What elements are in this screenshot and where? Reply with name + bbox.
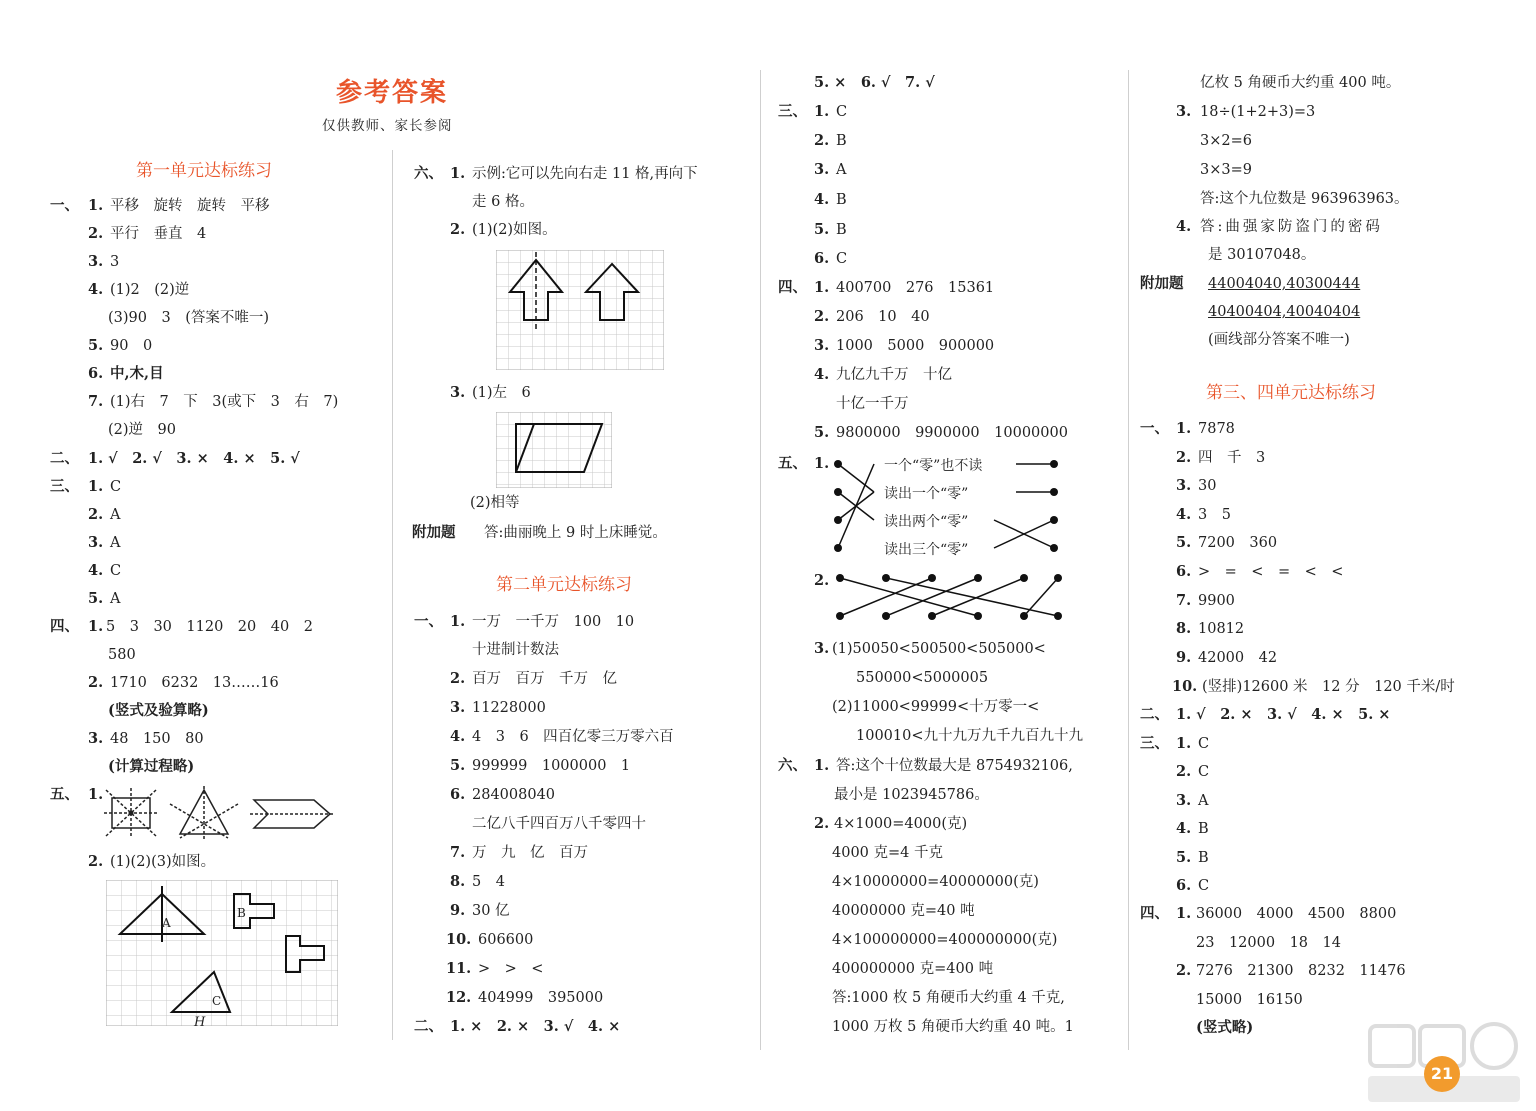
item-number: 2. bbox=[814, 308, 830, 325]
answer-text: 十进制计数法 bbox=[472, 642, 559, 658]
item-number: 1. bbox=[450, 613, 466, 630]
answer-text: 23 12000 18 14 bbox=[1196, 935, 1341, 951]
item-number: 3. bbox=[88, 253, 104, 270]
item-number: 3. bbox=[1176, 103, 1192, 120]
answer-text: 18÷(1+2+3)=3 bbox=[1200, 104, 1316, 120]
answer-text: 48 150 80 bbox=[110, 731, 204, 747]
item-number: 3. bbox=[450, 699, 466, 716]
symmetry-figures bbox=[104, 786, 336, 842]
group-label: 六、 bbox=[778, 757, 807, 774]
answer-text: 3×3=9 bbox=[1200, 162, 1252, 178]
grid-figure-arrows bbox=[496, 250, 664, 370]
answer-text: > = < = < < bbox=[1198, 564, 1344, 580]
answer-text: B bbox=[836, 133, 847, 149]
item-number: 6. bbox=[1176, 563, 1192, 580]
answer-text: 5 4 bbox=[472, 874, 505, 890]
item-number: 1. bbox=[88, 618, 104, 635]
item-number: 1. bbox=[814, 103, 830, 120]
group-label: 四、 bbox=[50, 618, 79, 635]
item-number: 1. bbox=[814, 757, 830, 774]
answer-text: 3×2=6 bbox=[1200, 133, 1252, 149]
answer-text: B bbox=[836, 192, 847, 208]
answer-text: (1)2 (2)逆 bbox=[110, 282, 190, 298]
answer-text: B bbox=[1198, 850, 1209, 866]
group-label: 二、 bbox=[414, 1018, 443, 1035]
item-number: 3. bbox=[1176, 792, 1192, 809]
answer-text: 十亿一千万 bbox=[836, 396, 909, 412]
answer-text: (2)逆 90 bbox=[108, 422, 176, 438]
item-number: 9. bbox=[450, 902, 466, 919]
item-number: 4. bbox=[450, 728, 466, 745]
answer-text: (竖式略) bbox=[1196, 1019, 1254, 1036]
answer-text: A bbox=[110, 535, 121, 551]
item-number: 9. bbox=[1176, 649, 1192, 666]
answer-text: 100010<九十九万九千九百九十九 bbox=[856, 728, 1084, 744]
answer-text: 5. × 6. √ 7. √ bbox=[814, 74, 935, 91]
answer-text: 15000 16150 bbox=[1196, 992, 1303, 1008]
item-number: 4. bbox=[1176, 820, 1192, 837]
item-number: 1. bbox=[814, 279, 830, 296]
figure-label-c: C bbox=[212, 994, 222, 1008]
answer-text: 30 bbox=[1198, 478, 1217, 494]
column-divider bbox=[392, 150, 393, 1040]
answer-text: 二亿八千四百万八千零四十 bbox=[472, 816, 646, 832]
column-divider bbox=[760, 70, 761, 1050]
group-label: 一、 bbox=[1140, 420, 1169, 437]
item-number: 8. bbox=[1176, 620, 1192, 637]
item-number: 3. bbox=[1176, 477, 1192, 494]
group-label: 四、 bbox=[778, 279, 807, 296]
item-number: 10. bbox=[446, 931, 472, 948]
item-number: 1. bbox=[450, 165, 466, 182]
answer-text: 四 千 3 bbox=[1198, 450, 1266, 466]
item-number: 7. bbox=[88, 393, 104, 410]
answer-text: 7878 bbox=[1198, 421, 1235, 437]
answer-text: C bbox=[110, 563, 122, 579]
item-number: 1. bbox=[814, 455, 830, 472]
answer-text: 42000 42 bbox=[1198, 650, 1278, 666]
answer-text: 平移 旋转 旋转 平移 bbox=[110, 198, 270, 214]
item-number: 8. bbox=[450, 873, 466, 890]
answer-text: 7200 360 bbox=[1198, 535, 1278, 551]
item-number: 6. bbox=[814, 250, 830, 267]
answer-text: 是 30107048。 bbox=[1208, 247, 1316, 263]
answer-text: 9800000 9900000 10000000 bbox=[836, 425, 1068, 441]
group-label: 二、 bbox=[50, 450, 79, 467]
answer-text: 1000 万枚 5 角硬币大约重 40 吨。1 bbox=[832, 1019, 1074, 1035]
item-number: 3. bbox=[814, 161, 830, 178]
answer-text: 30 亿 bbox=[472, 903, 510, 919]
item-number: 4. bbox=[1176, 218, 1192, 235]
answer-text: (竖排)12600 米 12 分 120 千米/时 bbox=[1202, 679, 1455, 695]
section-heading-unit2: 第二单元达标练习 bbox=[496, 575, 632, 595]
answer-text: 九亿九千万 十亿 bbox=[836, 367, 952, 383]
section-heading-unit1: 第一单元达标练习 bbox=[136, 161, 272, 181]
item-number: 2. bbox=[1176, 962, 1192, 979]
answer-text: 答:曲丽晚上 9 时上床睡觉。 bbox=[484, 525, 667, 541]
answer-text: 3 bbox=[110, 254, 120, 270]
answer-text: 4×100000000=400000000(克) bbox=[832, 932, 1058, 948]
item-number: 4. bbox=[814, 366, 830, 383]
group-label: 五、 bbox=[50, 786, 79, 803]
answer-text: 44004040,40300444 bbox=[1208, 276, 1361, 292]
answer-text: 1000 5000 900000 bbox=[836, 338, 995, 354]
answer-text: 1710 6232 13……16 bbox=[110, 675, 279, 691]
answer-text: 4000 克=4 千克 bbox=[832, 845, 943, 861]
item-number: 1. bbox=[88, 197, 104, 214]
answer-text: 580 bbox=[108, 647, 136, 663]
answer-text: 36000 4000 4500 8800 bbox=[1196, 906, 1397, 922]
extra-label: 附加题 bbox=[412, 524, 456, 541]
group-label: 一、 bbox=[414, 613, 443, 630]
answer-text: A bbox=[1198, 793, 1209, 809]
answer-text: B bbox=[1198, 821, 1209, 837]
answer-text: C bbox=[1198, 764, 1210, 780]
answer-text: 400000000 克=400 吨 bbox=[832, 961, 994, 977]
item-number: 7. bbox=[1176, 592, 1192, 609]
matching-diagram-zeros bbox=[826, 452, 1066, 558]
item-number: 5. bbox=[814, 221, 830, 238]
answer-text: 4×1000=4000(克) bbox=[834, 816, 968, 832]
answer-text: 走 6 格。 bbox=[472, 194, 534, 210]
page-number-badge: 21 bbox=[1424, 1056, 1460, 1092]
answer-text: 1. × 2. × 3. √ 4. × bbox=[450, 1018, 621, 1035]
item-number: 12. bbox=[446, 989, 472, 1006]
item-number: 3. bbox=[88, 534, 104, 551]
answer-text: 206 10 40 bbox=[836, 309, 930, 325]
figure-label-b: B bbox=[237, 906, 246, 920]
item-number: 2. bbox=[1176, 449, 1192, 466]
item-number: 5. bbox=[450, 757, 466, 774]
item-number: 4. bbox=[88, 281, 104, 298]
answer-text: 4 3 6 四百亿零三万零六百 bbox=[472, 729, 674, 745]
answer-text: (1)50050<500500<505000< bbox=[832, 641, 1046, 657]
item-number: 6. bbox=[450, 786, 466, 803]
page-title: 参考答案 bbox=[336, 78, 449, 108]
answer-text: 3 5 bbox=[1198, 507, 1231, 523]
answer-text: (1)右 7 下 3(或下 3 右 7) bbox=[110, 394, 339, 410]
answer-text: 9900 bbox=[1198, 593, 1235, 609]
answer-text: 1. √ 2. √ 3. × 4. × 5. √ bbox=[88, 450, 300, 467]
answer-text: 百万 百万 千万 亿 bbox=[472, 671, 617, 687]
item-number: 4. bbox=[1176, 506, 1192, 523]
answer-text: 答:曲强家防盗门的密码 bbox=[1200, 219, 1383, 235]
item-number: 2. bbox=[88, 506, 104, 523]
item-number: 2. bbox=[450, 670, 466, 687]
answer-text: 1. √ 2. × 3. √ 4. × 5. × bbox=[1176, 706, 1391, 723]
item-number: 11. bbox=[446, 960, 472, 977]
section-heading-unit34: 第三、四单元达标练习 bbox=[1206, 383, 1376, 403]
answer-text: 平行 垂直 4 bbox=[110, 226, 207, 242]
group-label: 三、 bbox=[1140, 735, 1169, 752]
answer-text: (1)(2)(3)如图。 bbox=[110, 854, 216, 870]
item-number: 4. bbox=[88, 562, 104, 579]
answer-text: 4×10000000=40000000(克) bbox=[832, 874, 1039, 890]
item-number: 3. bbox=[450, 384, 466, 401]
group-label: 五、 bbox=[778, 455, 807, 472]
item-number: 2. bbox=[1176, 763, 1192, 780]
answer-text: (2)11000<99999<十万零一< bbox=[832, 699, 1040, 715]
answer-text: (1)左 6 bbox=[472, 385, 531, 401]
answer-text: C bbox=[836, 104, 848, 120]
answer-text: A bbox=[836, 162, 847, 178]
answer-text: 550000<5000005 bbox=[856, 670, 989, 686]
answer-text: 5 3 30 1120 20 40 2 bbox=[106, 619, 313, 635]
item-number: 2. bbox=[814, 132, 830, 149]
group-label: 三、 bbox=[50, 478, 79, 495]
grid-figure-transform bbox=[106, 880, 338, 1030]
item-number: 2. bbox=[88, 225, 104, 242]
answer-text: C bbox=[110, 479, 122, 495]
answer-text: 11228000 bbox=[472, 700, 546, 716]
answer-text: 答:1000 枚 5 角硬币大约重 4 千克, bbox=[832, 990, 1065, 1006]
answer-text: B bbox=[836, 222, 847, 238]
answer-text: 40000000 克=40 吨 bbox=[832, 903, 975, 919]
grid-figure-parallelogram bbox=[496, 412, 612, 488]
figure-label-h: H bbox=[194, 1015, 206, 1030]
item-number: 3. bbox=[814, 640, 830, 657]
answer-text: 999999 1000000 1 bbox=[472, 758, 631, 774]
group-label: 三、 bbox=[778, 103, 807, 120]
answer-text: 一万 一千万 100 10 bbox=[472, 614, 635, 630]
answer-text: A bbox=[110, 507, 121, 523]
answer-text: 最小是 1023945786。 bbox=[834, 787, 989, 803]
item-number: 1. bbox=[88, 786, 104, 803]
matching-diagram-2 bbox=[830, 570, 1066, 624]
answer-text: 答:这个十位数最大是 8754932106, bbox=[836, 758, 1073, 774]
item-number: 1. bbox=[1176, 420, 1192, 437]
page-subtitle: 仅供教师、家长参阅 bbox=[322, 118, 453, 134]
answer-text: (画线部分答案不唯一) bbox=[1208, 332, 1350, 348]
extra-label: 附加题 bbox=[1140, 275, 1184, 292]
answer-text: 答:这个九位数是 963963963。 bbox=[1200, 191, 1409, 207]
group-label: 四、 bbox=[1140, 905, 1169, 922]
group-label: 二、 bbox=[1140, 706, 1169, 723]
item-number: 5. bbox=[1176, 534, 1192, 551]
group-label: 一、 bbox=[50, 197, 79, 214]
answer-text: 404999 395000 bbox=[478, 990, 604, 1006]
item-number: 6. bbox=[1176, 877, 1192, 894]
item-number: 2. bbox=[814, 815, 830, 832]
answer-text: 万 九 亿 百万 bbox=[472, 845, 588, 861]
item-number: 5. bbox=[1176, 849, 1192, 866]
answer-text: 亿枚 5 角硬币大约重 400 吨。 bbox=[1200, 75, 1401, 91]
group-label: 六、 bbox=[414, 165, 443, 182]
item-number: 5. bbox=[88, 337, 104, 354]
answer-text: (3)90 3 (答案不唯一) bbox=[108, 310, 270, 326]
answer-text: C bbox=[836, 251, 848, 267]
answer-text: (2)相等 bbox=[470, 495, 520, 511]
item-number: 1. bbox=[88, 478, 104, 495]
item-number: 5. bbox=[88, 590, 104, 607]
answer-text: 606600 bbox=[478, 932, 534, 948]
answer-text: 10812 bbox=[1198, 621, 1245, 637]
item-number: 1. bbox=[1176, 905, 1192, 922]
answer-text: > > < bbox=[478, 961, 544, 977]
item-number: 4. bbox=[814, 191, 830, 208]
answer-text: (1)(2)如图。 bbox=[472, 222, 557, 238]
answer-text: 284008040 bbox=[472, 787, 556, 803]
item-number: 5. bbox=[814, 424, 830, 441]
column-divider bbox=[1128, 70, 1129, 1050]
answer-text: C bbox=[1198, 878, 1210, 894]
item-number: 10. bbox=[1172, 678, 1198, 695]
answer-text: (竖式及验算略) bbox=[108, 702, 209, 719]
figure-label-a: A bbox=[162, 916, 171, 930]
item-number: 1. bbox=[1176, 735, 1192, 752]
matching-label: 读出一个“零” bbox=[884, 486, 969, 502]
item-number: 2. bbox=[88, 674, 104, 691]
answer-text: (计算过程略) bbox=[108, 758, 195, 775]
answer-text: 示例:它可以先向右走 11 格,再向下 bbox=[472, 166, 698, 182]
matching-label: 读出两个“零” bbox=[884, 514, 969, 530]
answer-text: C bbox=[1198, 736, 1210, 752]
item-number: 6. bbox=[88, 365, 104, 382]
answer-text: A bbox=[110, 591, 121, 607]
answer-text: 400700 276 15361 bbox=[836, 280, 995, 296]
matching-label: 一个“零”也不读 bbox=[884, 458, 983, 474]
item-number: 3. bbox=[88, 730, 104, 747]
item-number: 2. bbox=[450, 221, 466, 238]
item-number: 7. bbox=[450, 844, 466, 861]
item-number: 2. bbox=[814, 572, 830, 589]
answer-text: 7276 21300 8232 11476 bbox=[1196, 963, 1406, 979]
item-number: 3. bbox=[814, 337, 830, 354]
item-number: 2. bbox=[88, 853, 104, 870]
matching-label: 读出三个“零” bbox=[884, 542, 969, 558]
answer-text: 中,木,目 bbox=[110, 365, 164, 382]
answer-text: 90 0 bbox=[110, 338, 153, 354]
answer-text: 40400404,40040404 bbox=[1208, 304, 1361, 320]
